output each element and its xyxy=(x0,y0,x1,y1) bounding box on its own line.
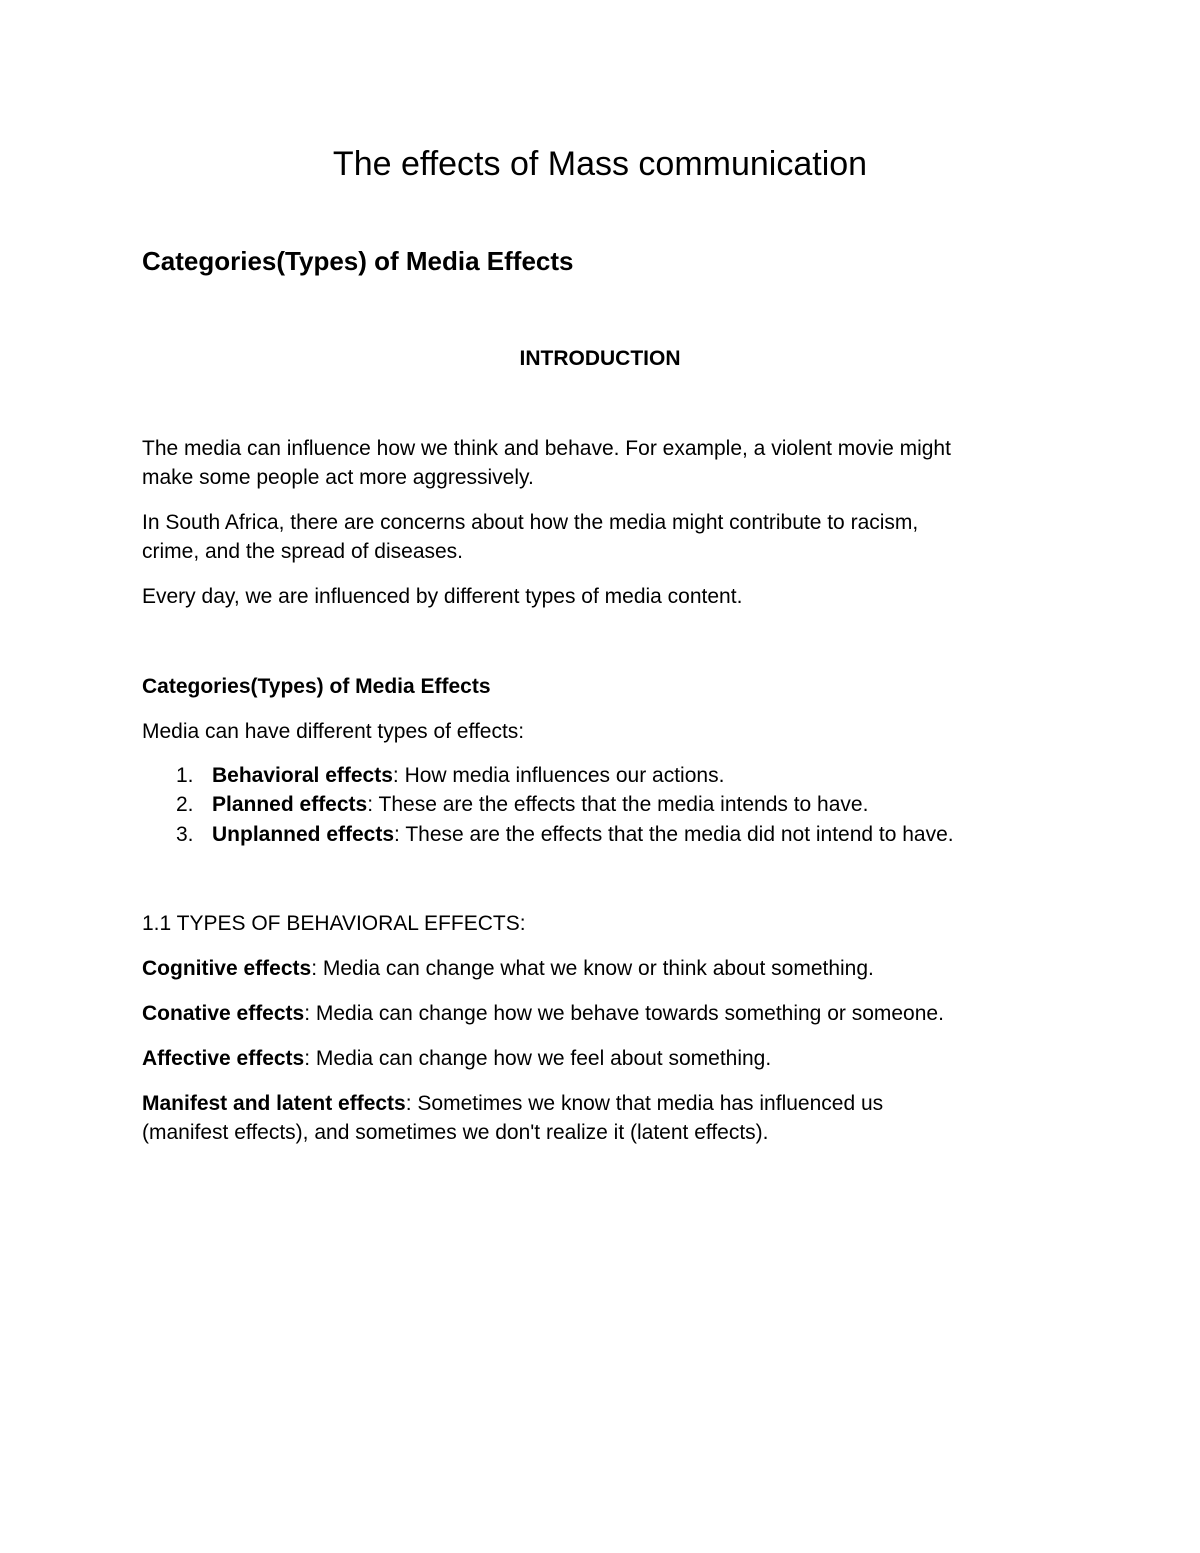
list-description: : How media influences our actions. xyxy=(392,764,725,787)
list-item-behavioral xyxy=(176,761,724,790)
affective-effects-item xyxy=(142,1044,771,1073)
intro-paragraph-1-line-1: The media can influence how we think and behave. For example, a violent movie might xyxy=(142,437,951,460)
list-term: Behavioral effects xyxy=(212,764,393,787)
manifest-latent-effects-item xyxy=(142,1089,883,1118)
main-heading: Categories(Types) of Media Effects xyxy=(142,246,574,276)
list-number: 2. xyxy=(176,793,194,816)
definition-text: : Media can change what we know or think about something. xyxy=(311,957,874,980)
definition-term: Conative effects xyxy=(142,1002,305,1025)
definition-term: Cognitive effects xyxy=(142,957,312,980)
list-number: 1. xyxy=(176,764,194,787)
intro-paragraph-2-line-2: crime, and the spread of diseases. xyxy=(142,540,464,563)
list-description: : These are the effects that the media did not intend to have. xyxy=(394,823,954,846)
definition-text: : Media can change how we feel about something. xyxy=(304,1047,772,1070)
section-heading: Categories(Types) of Media Effects xyxy=(142,675,491,698)
introduction-heading: INTRODUCTION xyxy=(519,347,681,370)
list-number: 3. xyxy=(176,823,194,846)
definition-term: Manifest and latent effects xyxy=(142,1092,406,1115)
definition-text: : Media can change how we behave towards something or someone. xyxy=(304,1002,944,1025)
list-item-unplanned xyxy=(176,820,954,849)
document-title: The effects of Mass communication xyxy=(332,145,868,183)
definition-text: : Sometimes we know that media has influenced us xyxy=(405,1092,884,1115)
intro-paragraph-3: Every day, we are influenced by different types of media content. xyxy=(142,585,743,608)
conative-effects-item xyxy=(142,999,944,1028)
list-term: Planned effects xyxy=(212,793,368,816)
subsection-heading: 1.1 TYPES OF BEHAVIORAL EFFECTS: xyxy=(142,912,526,935)
cognitive-effects-item xyxy=(142,954,874,983)
intro-paragraph-1-line-2: make some people act more aggressively. xyxy=(142,466,534,489)
list-item-planned xyxy=(176,790,868,819)
list-description: : These are the effects that the media intends to have. xyxy=(367,793,869,816)
list-term: Unplanned effects xyxy=(212,823,395,846)
definition-term: Affective effects xyxy=(142,1047,305,1070)
section-lead: Media can have different types of effects: xyxy=(142,720,525,743)
intro-paragraph-2-line-1: In South Africa, there are concerns about how the media might contribute to racism, xyxy=(142,511,919,534)
manifest-latent-effects-continued: (manifest effects), and sometimes we don't realize it (latent effects). xyxy=(142,1121,769,1144)
